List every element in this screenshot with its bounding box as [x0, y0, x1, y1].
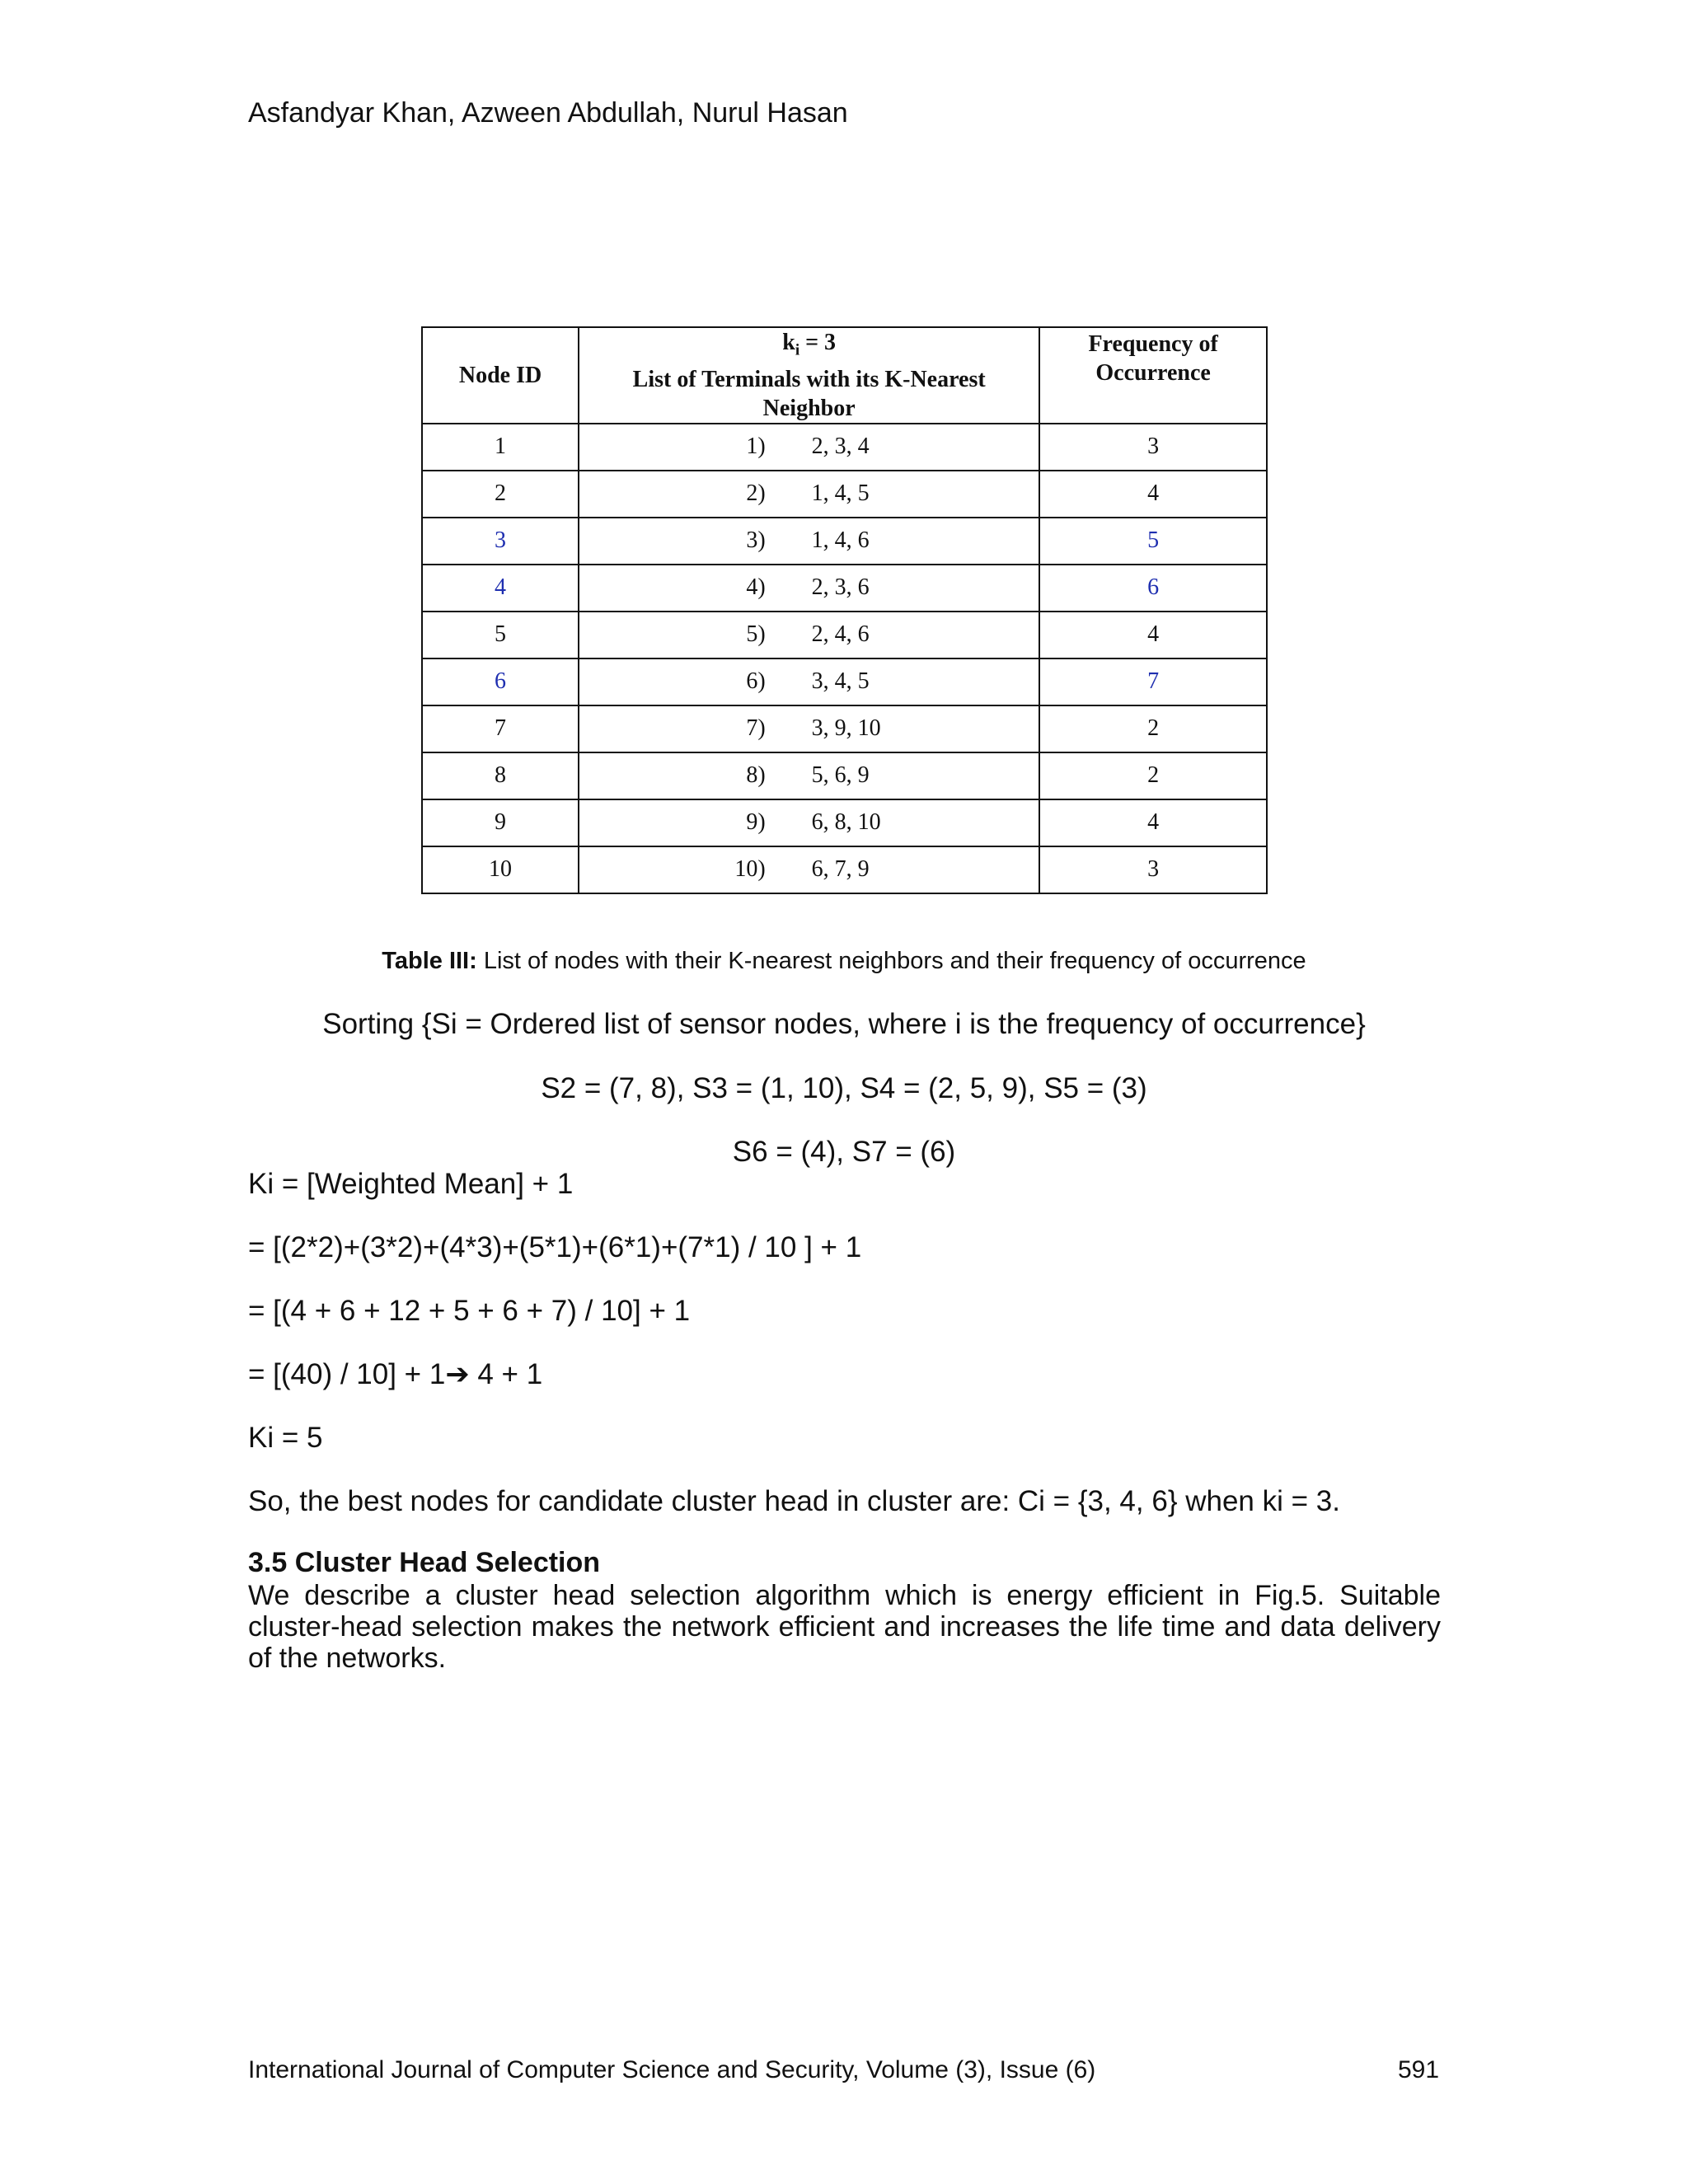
- cell-node-id: 10: [422, 846, 579, 893]
- neighbor-index: 7): [746, 715, 766, 742]
- cell-node-id: 4: [422, 565, 579, 612]
- sorted-sets-line-2: S6 = (4), S7 = (6): [732, 1136, 956, 1168]
- neighbor-values: 6, 8, 10: [811, 809, 881, 836]
- neighbor-values: 5, 6, 9: [811, 762, 870, 789]
- neighbor-index: 2): [746, 480, 766, 507]
- cell-node-id: 2: [422, 471, 579, 518]
- cell-node-id: 3: [422, 518, 579, 565]
- table-row: [422, 752, 1267, 799]
- neighbor-values: 2, 3, 6: [811, 574, 870, 601]
- cell-neighbor-list: [579, 612, 1039, 658]
- equation-step-3: = [(40) / 10] + 1➔ 4 + 1: [248, 1358, 543, 1391]
- header-node-id: Node ID: [422, 327, 579, 424]
- arrow-icon: ➔: [445, 1358, 470, 1391]
- header-list-title: List of Terminals with its K-Nearest Neighbor: [632, 366, 986, 421]
- cell-node-id: 6: [422, 658, 579, 705]
- sorting-definition: Sorting {Si = Ordered list of sensor nodes, where i is the frequency of occurrence}: [322, 1008, 1366, 1040]
- neighbor-values: 3, 9, 10: [811, 715, 881, 742]
- table-row: [422, 471, 1267, 518]
- table-row: [422, 612, 1267, 658]
- neighbor-values: 2, 4, 6: [811, 621, 870, 648]
- cell-neighbor-list: [579, 658, 1039, 705]
- caption-text: List of nodes with their K-nearest neighbors and their frequency of occurrence: [476, 948, 1306, 974]
- knn-table: [421, 326, 1268, 894]
- table-row: [422, 705, 1267, 752]
- cell-frequency: 4: [1039, 471, 1267, 518]
- neighbor-index: 5): [746, 621, 766, 648]
- equation-ki-definition: Ki = [Weighted Mean] + 1: [248, 1168, 574, 1200]
- equation-step-1: = [(2*2)+(3*2)+(4*3)+(5*1)+(6*1)+(7*1) / 10 ] + 1: [248, 1231, 862, 1263]
- neighbor-values: 6, 7, 9: [811, 856, 870, 883]
- section-paragraph: We describe a cluster head selection algorithm which is energy efficient in Fig.5. Suitable cluster-head selection makes the network efficient and increases the life time and data delivery of the networks.: [248, 1580, 1441, 1674]
- table-row: [422, 799, 1267, 846]
- cell-neighbor-list: [579, 424, 1039, 471]
- neighbor-index: 6): [746, 668, 766, 695]
- equation-result: Ki = 5: [248, 1422, 323, 1454]
- neighbor-values: 1, 4, 5: [811, 480, 870, 507]
- cell-frequency: 3: [1039, 846, 1267, 893]
- table-row: [422, 518, 1267, 565]
- table-row: [422, 565, 1267, 612]
- cell-neighbor-list: [579, 799, 1039, 846]
- cell-frequency: 7: [1039, 658, 1267, 705]
- cell-frequency: 2: [1039, 705, 1267, 752]
- cell-node-id: 1: [422, 424, 579, 471]
- neighbor-index: 4): [746, 574, 766, 601]
- sorted-sets-line-1: S2 = (7, 8), S3 = (1, 10), S4 = (2, 5, 9), S5 = (3): [541, 1072, 1147, 1104]
- cell-frequency: 2: [1039, 752, 1267, 799]
- neighbor-values: 3, 4, 5: [811, 668, 870, 695]
- page-number: 591: [1398, 2056, 1440, 2083]
- cell-neighbor-list: [579, 518, 1039, 565]
- cell-frequency: 6: [1039, 565, 1267, 612]
- neighbor-index: 1): [746, 434, 766, 460]
- cell-frequency: 4: [1039, 799, 1267, 846]
- cell-node-id: 5: [422, 612, 579, 658]
- header-neighbor-list: [579, 327, 1039, 424]
- cell-neighbor-list: [579, 471, 1039, 518]
- header-ki-value: $k_i = 3$: [782, 330, 837, 359]
- conclusion-sentence: So, the best nodes for candidate cluster head in cluster are: Ci = {3, 4, 6} when ki = 3.: [248, 1485, 1340, 1517]
- cell-frequency: 4: [1039, 612, 1267, 658]
- neighbor-index: 9): [746, 809, 766, 836]
- table-caption: [0, 948, 1688, 975]
- cell-frequency: 3: [1039, 424, 1267, 471]
- neighbor-index: 8): [746, 762, 766, 789]
- neighbor-index: 10): [734, 856, 766, 883]
- table-row: [422, 658, 1267, 705]
- footer-journal: International Journal of Computer Science and Security, Volume (3), Issue (6): [248, 2056, 1096, 2083]
- table-header-row: [422, 327, 1267, 424]
- cell-neighbor-list: [579, 752, 1039, 799]
- cell-neighbor-list: [579, 565, 1039, 612]
- caption-label: Table III:: [382, 948, 477, 974]
- equation-step-2: = [(4 + 6 + 12 + 5 + 6 + 7) / 10] + 1: [248, 1295, 691, 1327]
- header-frequency: Frequency of Occurrence: [1039, 327, 1267, 424]
- cell-node-id: 8: [422, 752, 579, 799]
- neighbor-values: 1, 4, 6: [811, 527, 870, 554]
- neighbor-index: 3): [746, 527, 766, 554]
- running-header-authors: Asfandyar Khan, Azween Abdullah, Nurul Hasan: [248, 97, 848, 129]
- table-row: [422, 424, 1267, 471]
- table-row: [422, 846, 1267, 893]
- cell-node-id: 9: [422, 799, 579, 846]
- cell-neighbor-list: [579, 846, 1039, 893]
- section-heading: 3.5 Cluster Head Selection: [248, 1547, 601, 1578]
- cell-neighbor-list: [579, 705, 1039, 752]
- cell-node-id: 7: [422, 705, 579, 752]
- cell-frequency: 5: [1039, 518, 1267, 565]
- neighbor-values: 2, 3, 4: [811, 434, 870, 460]
